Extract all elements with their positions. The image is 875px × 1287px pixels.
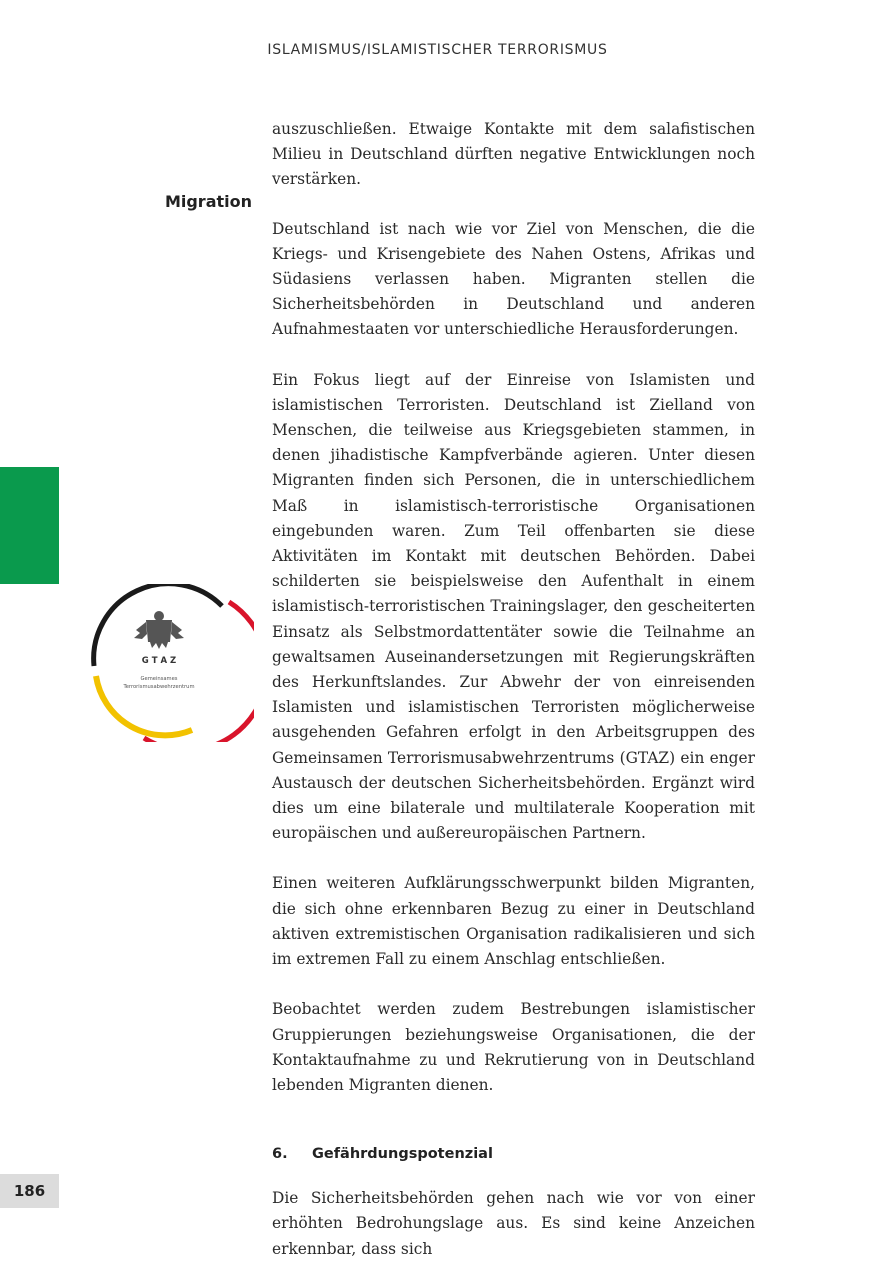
eagle-icon (134, 611, 184, 649)
paragraph-focus: Ein Fokus liegt auf der Einreise von Islamisten und islamistischen Terroristen. Deutschland ist Zielland von Menschen, die teilweise aus Kriegsgebieten stammen, in denen jihadistische Kampfverbände agieren. Unter diesen Migranten finden sich Personen, die in unterschiedlichem Maß in islamistisch-terroristische Organisationen eingebunden waren. Zum Teil offenbarten sie diese Aktivitäten im Kontakt mit deutschen Behörden. Dabei schilderten sie beispielsweise den Aufenthalt in einem islamistisch-terroristischen Trainingslager, den gescheiterten Einsatz als Selbstmordattentäter sowie die Teilnahme an gewaltsamen Auseinandersetzungen mit Regierungskräften des Herkunftslandes. Zur Abwehr der von einreisenden Islamisten und islamistischen Terroristen möglicherweise ausgehenden Gefahren erfolgt in den Arbeitsgruppen des Gemeinsamen Terrorismusabwehrzentrums (GTAZ) ein enger Austausch der deutschen Sicherheitsbehörden. Ergänzt wird dies um eine bilaterale und multilaterale Kooperation mit europäischen und außereuropäischen Partnern. (272, 370, 755, 843)
paragraph-recruitment: Beobachtet werden zudem Bestrebungen islamistischer Gruppierungen beziehungsweise Organisationen, die der Kontaktaufnahme zu und Rekrutierung von in Deutschland lebenden Migranten dienen. (272, 1000, 755, 1094)
section-heading (272, 1146, 755, 1162)
logo-acronym: G T A Z (141, 656, 177, 666)
logo-subtitle-line2: Terrorismusabwehrzentrum (123, 684, 195, 690)
page-number: 186 (0, 1174, 59, 1208)
logo-subtitle-line1: Gemeinsames (140, 676, 178, 682)
chapter-color-tab (0, 467, 59, 584)
gtaz-logo (84, 584, 254, 742)
paragraph-threat: Die Sicherheitsbehörden gehen nach wie vor von einer erhöhten Bedrohungslage aus. Es sind keine Anzeichen erkennbar, dass sich (272, 1189, 755, 1258)
margin-heading-migration: Migration (164, 192, 252, 211)
main-text-column (272, 117, 755, 1287)
paragraph-radicalisation: Einen weiteren Aufklärungsschwerpunkt bilden Migranten, die sich ohne erkennbaren Bezug zu einer in Deutschland aktiven extremistischen Organisation radikalisieren und sich im extremen Fall zu einem Anschlag entschließen. (272, 874, 755, 969)
section-title: Gefährdungspotenzial (312, 1146, 493, 1163)
paragraph-continuation: auszuschließen. Etwaige Kontakte mit dem salafistischen Milieu in Deutschland dürften negative Entwicklungen noch verstärken. (272, 120, 755, 189)
paragraph-migration-intro: Deutschland ist nach wie vor Ziel von Menschen, die die Kriegs- und Krisengebiete des Nahen Ostens, Afrikas und Südasiens verlassen haben. Migranten stellen die Sicherheitsbehörden in Deutschland und anderen Aufnahmestaaten vor unterschiedliche Herausforderungen. (272, 219, 755, 339)
section-number: 6. (272, 1146, 288, 1163)
running-header: ISLAMISMUS/ISLAMISTISCHER TERRORISMUS (267, 42, 608, 58)
